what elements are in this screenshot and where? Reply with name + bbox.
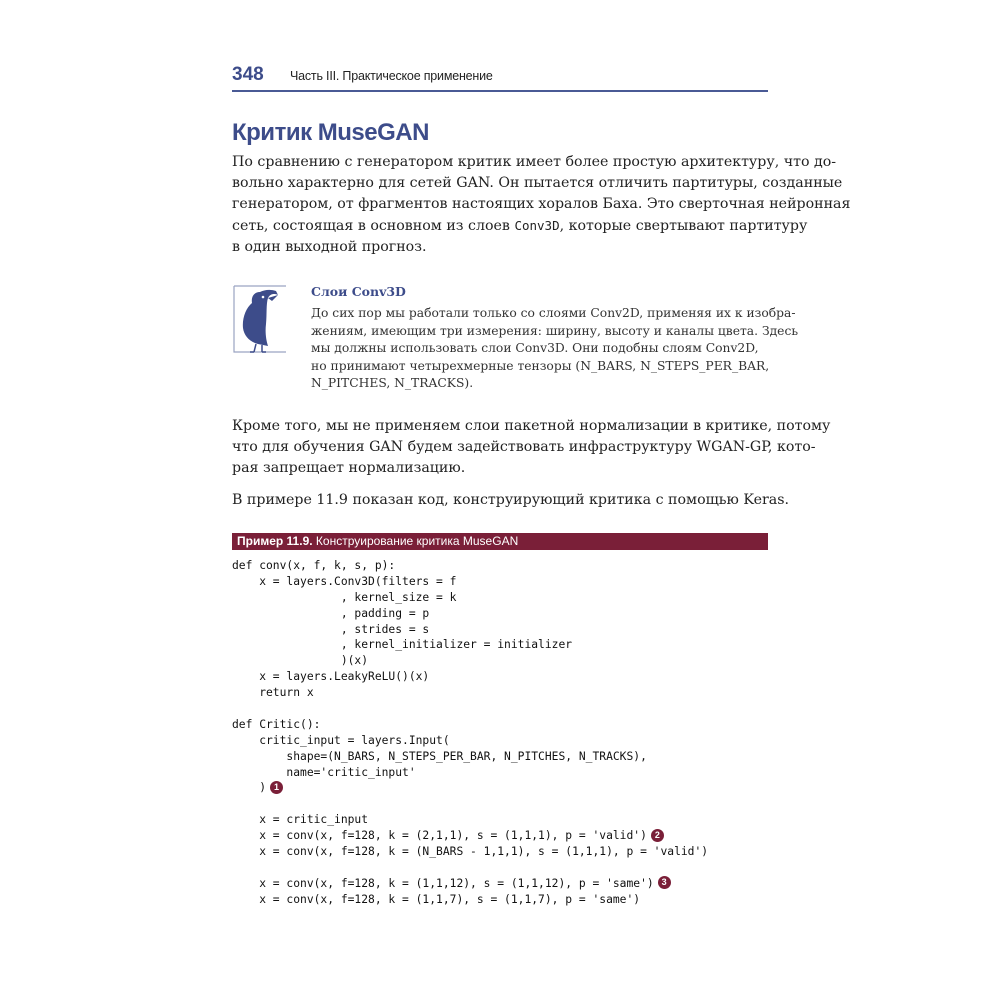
code-line xyxy=(232,844,708,860)
code-line xyxy=(232,765,708,781)
code-text: shape=(N_BARS, N_STEPS_PER_BAR, N_PITCHES, N_TRACKS), xyxy=(232,749,647,763)
code-line xyxy=(232,780,708,796)
example-label: Пример 11.9. xyxy=(237,534,313,548)
text-line xyxy=(232,215,808,237)
text-line: N_PITCHES, N_TRACKS). xyxy=(311,376,474,391)
batchnorm-paragraph xyxy=(232,416,831,479)
code-text: def conv(x, f, k, s, p): xyxy=(232,559,396,572)
code-line xyxy=(232,574,708,590)
callout-marker: 2 xyxy=(651,829,664,842)
code-line xyxy=(232,669,708,685)
code-text: critic_input = layers.Input( xyxy=(232,733,450,747)
code-text: def Critic(): xyxy=(232,717,321,731)
code-line xyxy=(232,812,708,828)
code-line xyxy=(232,622,708,638)
text-line: По сравнению с генератором критик имеет более простую архитектуру, что до- xyxy=(232,154,837,170)
text-line: в один выходной прогноз. xyxy=(232,239,427,255)
code-line xyxy=(232,828,708,844)
text-line: Кроме того, мы не применяем слои пакетной нормализации в критике, потому xyxy=(232,418,831,434)
code-line xyxy=(232,749,708,765)
code-line xyxy=(232,733,708,749)
code-text: return x xyxy=(232,686,314,700)
example-intro-paragraph xyxy=(232,490,790,511)
code-line xyxy=(232,717,708,733)
text-line: жениям, имеющим три измерения: ширину, высоту и каналы цвета. Здесь xyxy=(311,323,799,338)
code-text: x = critic_input xyxy=(232,813,369,827)
callout-marker: 3 xyxy=(658,876,671,889)
text-line: вольно характерно для сетей GAN. Он пытается отличить партитуры, созданные xyxy=(232,175,843,191)
text-fragment: , которые свертывают партитуру xyxy=(559,218,808,234)
code-text: )(x) xyxy=(232,654,369,668)
text-line: рая запрещает нормализацию. xyxy=(232,460,466,476)
page-number: 348 xyxy=(232,64,264,85)
code-text: , kernel_size = k xyxy=(232,590,457,604)
code-text: x = conv(x, f=128, k = (1,1,12), s = (1,1,12), p = 'same') xyxy=(232,876,654,890)
intro-paragraph xyxy=(232,152,851,258)
text-line: мы должны использовать слои Conv3D. Они подобны слоям Conv2D, xyxy=(311,341,759,356)
code-line xyxy=(232,606,708,622)
code-text: x = conv(x, f=128, k = (2,1,1), s = (1,1,1), p = 'valid') xyxy=(232,829,647,843)
code-line xyxy=(232,637,708,653)
code-text: name='critic_input' xyxy=(232,765,416,779)
text-fragment: сеть, состоящая в основном из слоев xyxy=(232,218,515,234)
example-caption-bar xyxy=(232,533,768,550)
code-text: x = conv(x, f=128, k = (N_BARS - 1,1,1), s = (1,1,1), p = 'valid') xyxy=(232,845,709,859)
code-line xyxy=(232,860,708,876)
running-header xyxy=(232,64,768,92)
text-line: генератором, от фрагментов настоящих хоралов Баха. Это сверточная нейронная xyxy=(232,196,851,212)
code-text: x = layers.Conv3D(filters = f xyxy=(232,574,457,588)
code-line xyxy=(232,558,708,574)
code-line xyxy=(232,876,708,892)
text-line: В примере 11.9 показан код, конструирующий критика с помощью Keras. xyxy=(232,492,790,508)
code-line xyxy=(232,892,708,908)
code-line xyxy=(232,701,708,717)
code-text: , strides = s xyxy=(232,622,430,636)
text-line: но принимают четырехмерные тензоры (N_BARS, N_STEPS_PER_BAR, xyxy=(311,358,770,373)
example-caption: Конструирование критика MuseGAN xyxy=(312,534,519,548)
running-head-title: Часть III. Практическое применение xyxy=(290,69,493,83)
text-line: До сих пор мы работали только со слоями Conv2D, применяя их к изобра- xyxy=(311,306,796,320)
code-line xyxy=(232,796,708,812)
code-text: , padding = p xyxy=(232,606,430,620)
note-title: Слои Conv3D xyxy=(311,284,406,299)
code-text: ) xyxy=(232,781,267,795)
inline-code: Conv3D xyxy=(514,218,560,233)
code-line xyxy=(232,590,708,606)
code-line xyxy=(232,653,708,669)
text-line: что для обучения GAN будем задействовать инфраструктуру WGAN-GP, кото- xyxy=(232,439,816,455)
code-text: , kernel_initializer = initializer xyxy=(232,638,573,652)
code-listing xyxy=(232,558,708,908)
callout-marker: 1 xyxy=(270,781,283,794)
code-text: x = conv(x, f=128, k = (1,1,7), s = (1,1,7), p = 'same') xyxy=(232,892,641,906)
code-line xyxy=(232,685,708,701)
code-text: x = layers.LeakyReLU()(x) xyxy=(232,670,430,684)
crow-icon xyxy=(232,284,288,356)
note-body xyxy=(311,305,799,393)
section-title: Критик MuseGAN xyxy=(232,119,429,146)
